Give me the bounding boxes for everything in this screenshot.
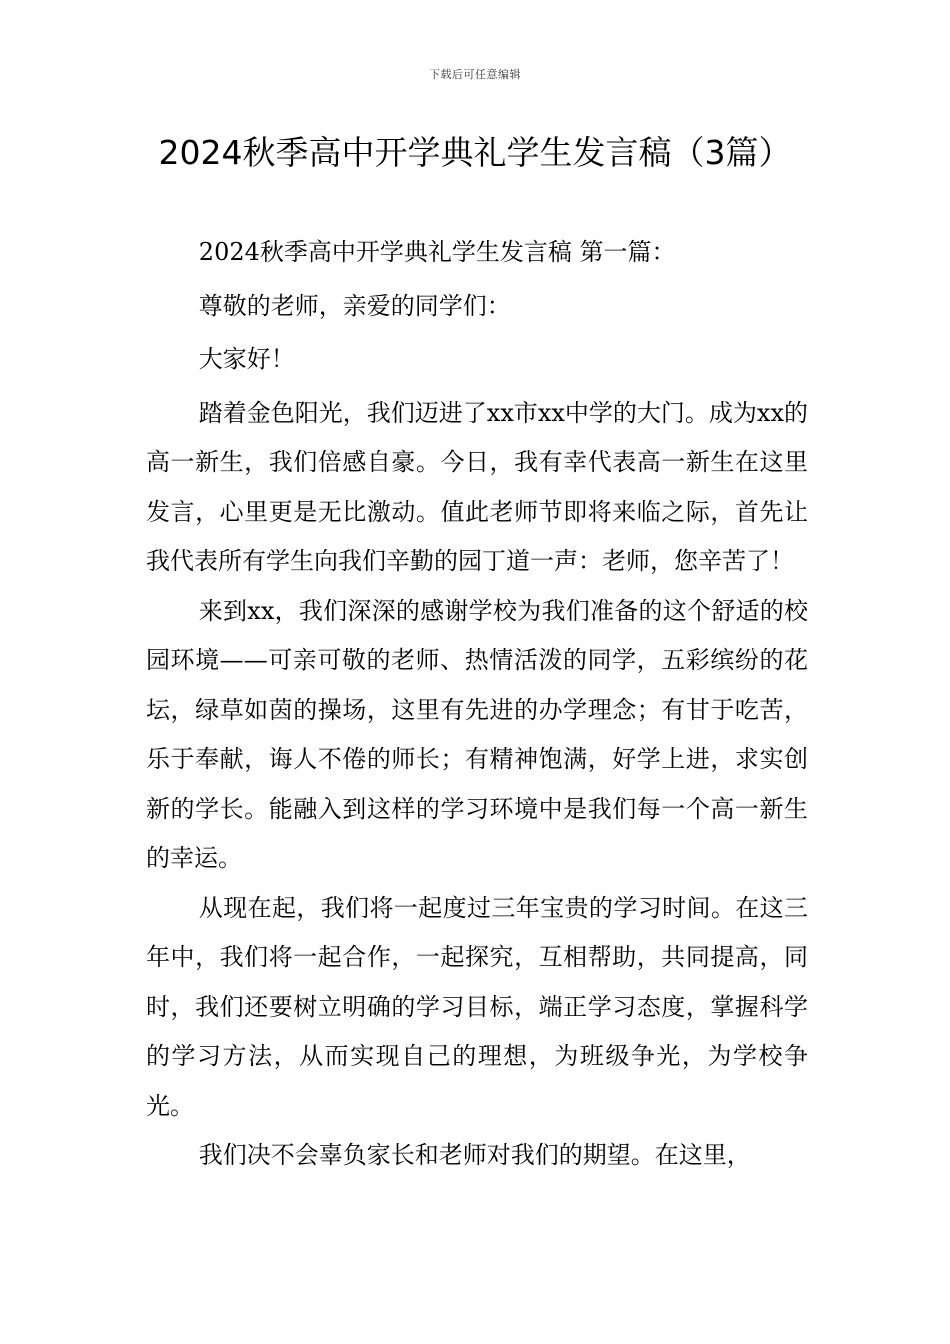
document-title: 2024秋季高中开学典礼学生发言稿（3篇） (158, 133, 792, 172)
document-body (146, 228, 808, 1181)
paragraph: 我们决不会辜负家长和老师对我们的期望。在这里， (198, 1141, 751, 1169)
salutation: 尊敬的老师，亲爱的同学们： (198, 291, 511, 320)
paragraph: 来到xx，我们深深的感谢学校为我们准备的这个舒适的校园环境——可亲可敬的老师、热情活泼的同学，五彩缤纷的花坛，绿草如茵的操场，这里有先进的办学理念；有甘于吃苦，乐于奉献，诲人不倦的师长；有精神饱满，好学上进，求实创新的学长。能融入到这样的学习环境中是我们每一个高一新生的幸运。 (146, 596, 808, 872)
header-note: 下载后可任意编辑 (429, 68, 521, 81)
section-heading: 2024秋季高中开学典礼学生发言稿 第一篇： (198, 238, 676, 266)
paragraph: 从现在起，我们将一起度过三年宝贵的学习时间。在这三年中，我们将一起合作，一起探究，互相帮助，共同提高，同时，我们还要树立明确的学习目标，端正学习态度，掌握科学的学习方法，从而实现自己的理想，为班级争光，为学校争光。 (146, 893, 808, 1120)
greeting: 大家好！ (198, 345, 295, 373)
paragraph: 踏着金色阳光，我们迈进了xx市xx中学的大门。成为xx的高一新生，我们倍感自豪。今日，我有幸代表高一新生在这里发言，心里更是无比激动。值此老师节即将来临之际，首先让我代表所有学生向我们辛勤的园丁道一声：老师，您辛苦了！ (146, 398, 809, 575)
